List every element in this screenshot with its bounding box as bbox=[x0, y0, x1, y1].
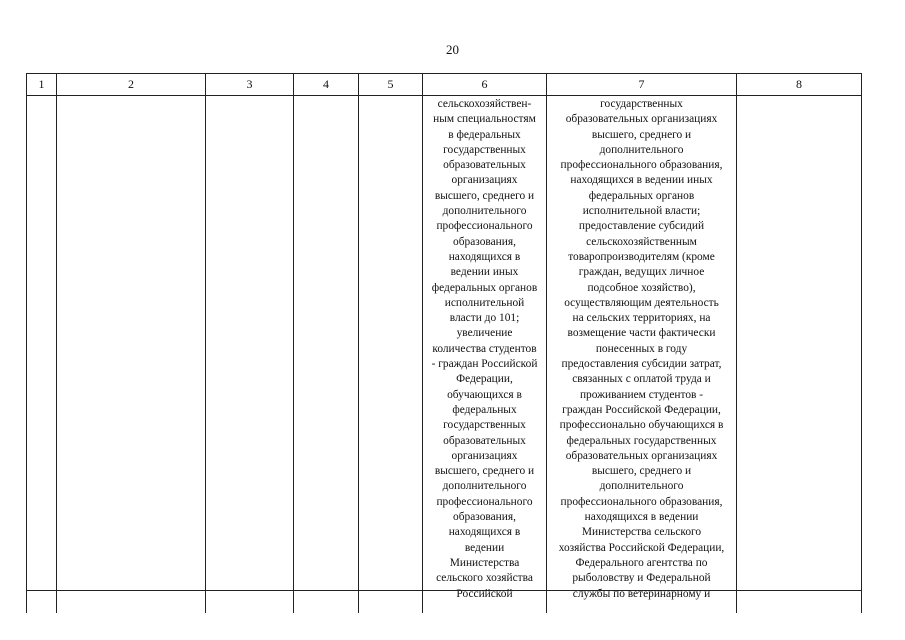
text-line: федеральных органов bbox=[588, 189, 695, 202]
table-bottom-border bbox=[26, 590, 861, 591]
column-header-1: 1 bbox=[27, 74, 57, 96]
text-line: находящихся в ведении bbox=[584, 511, 699, 524]
text-line: увеличение bbox=[456, 327, 513, 340]
document-table bbox=[26, 73, 862, 613]
text-line: дополнительного bbox=[599, 143, 684, 156]
text-line: образовательных организациях bbox=[565, 449, 718, 462]
text-line: федеральных государственных bbox=[566, 434, 717, 447]
text-line: Федерации, bbox=[456, 373, 513, 386]
text-line: профессионально обучающихся в bbox=[559, 419, 724, 432]
text-line: образовательных bbox=[443, 434, 526, 447]
page-number: 20 bbox=[446, 42, 459, 57]
text-line: сельскохозяйствен- bbox=[437, 98, 532, 110]
text-line: понесенных в году bbox=[595, 342, 688, 355]
column-header-3: 3 bbox=[206, 74, 294, 96]
text-line: Российской bbox=[456, 587, 513, 600]
cell-col-6 bbox=[423, 96, 547, 614]
text-line: государственных bbox=[600, 98, 683, 110]
text-line: рыболовству и Федеральной bbox=[572, 572, 711, 585]
text-line: сельскохозяйственным bbox=[586, 235, 697, 248]
text-line: сельского хозяйства bbox=[436, 572, 533, 585]
cell-col-3 bbox=[206, 96, 294, 614]
text-line: высшего, среднего и bbox=[591, 465, 692, 478]
text-line: проживанием студентов - bbox=[579, 388, 704, 401]
column-header-6: 6 bbox=[423, 74, 547, 96]
cell-col-7 bbox=[547, 96, 737, 614]
text-line: хозяйства Российской Федерации, bbox=[558, 541, 725, 554]
header-row bbox=[27, 74, 862, 96]
cell-col-1 bbox=[27, 96, 57, 614]
column-header-8: 8 bbox=[737, 74, 862, 96]
text-line: власти до 101; bbox=[449, 312, 520, 325]
text-line: дополнительного bbox=[442, 480, 527, 493]
text-line: находящихся в bbox=[448, 250, 521, 263]
column-6-text bbox=[423, 96, 546, 602]
text-line: профессионального образования, bbox=[560, 159, 723, 172]
text-line: государственных bbox=[443, 419, 526, 432]
text-line: организациях bbox=[451, 174, 518, 187]
cell-col-2 bbox=[57, 96, 206, 614]
text-line: - граждан Российской bbox=[431, 358, 538, 371]
column-header-7: 7 bbox=[547, 74, 737, 96]
cell-col-8 bbox=[737, 96, 862, 614]
text-line: ным специальностям bbox=[433, 113, 536, 126]
text-line: организациях bbox=[451, 449, 518, 462]
text-line: осуществляющим деятельность bbox=[564, 296, 719, 309]
cell-col-4 bbox=[294, 96, 359, 614]
text-line: образования, bbox=[453, 511, 516, 524]
text-line: высшего, среднего и bbox=[434, 189, 535, 202]
text-line: образовательных bbox=[443, 159, 526, 172]
table-row bbox=[27, 96, 862, 614]
text-line: Федерального агентства по bbox=[575, 556, 708, 569]
text-line: образовательных организациях bbox=[565, 113, 718, 126]
text-line: профессионального bbox=[436, 220, 533, 233]
text-line: высшего, среднего и bbox=[591, 128, 692, 141]
text-line: предоставления субсидии затрат, bbox=[561, 358, 722, 371]
column-header-5: 5 bbox=[359, 74, 423, 96]
text-line: образования, bbox=[453, 235, 516, 248]
text-line: исполнительной власти; bbox=[582, 205, 701, 218]
text-line: Министерства bbox=[449, 556, 520, 569]
text-line: высшего, среднего и bbox=[434, 465, 535, 478]
text-line: ведении иных bbox=[450, 266, 519, 279]
text-line: предоставление субсидий bbox=[578, 220, 705, 233]
text-line: связанных с оплатой труда и bbox=[572, 373, 711, 386]
text-line: исполнительной bbox=[444, 296, 525, 309]
text-line: возмещение части фактически bbox=[567, 327, 716, 340]
text-line: граждан, ведущих личное bbox=[578, 266, 705, 279]
text-line: находящихся в ведении иных bbox=[570, 174, 713, 187]
text-line: ведении bbox=[464, 541, 505, 554]
text-line: граждан Российской Федерации, bbox=[562, 403, 721, 416]
text-line: дополнительного bbox=[599, 480, 684, 493]
column-header-2: 2 bbox=[57, 74, 206, 96]
cell-col-5 bbox=[359, 96, 423, 614]
text-line: обучающихся в bbox=[447, 388, 522, 401]
text-line: в федеральных bbox=[448, 128, 521, 141]
text-line: дополнительного bbox=[442, 205, 527, 218]
column-7-text bbox=[547, 96, 736, 602]
text-line: федеральных органов bbox=[431, 281, 538, 294]
column-header-4: 4 bbox=[294, 74, 359, 96]
text-line: службы по ветеринарному и bbox=[572, 587, 711, 600]
text-line: количества студентов bbox=[432, 342, 537, 355]
text-line: на сельских территориях, на bbox=[572, 312, 711, 325]
text-line: государственных bbox=[443, 143, 526, 156]
text-line: федеральных bbox=[452, 403, 517, 416]
text-line: подсобное хозяйство), bbox=[587, 281, 696, 294]
text-line: профессионального bbox=[436, 495, 533, 508]
text-line: товаропроизводителям (кроме bbox=[568, 250, 715, 263]
text-line: Министерства сельского bbox=[581, 526, 702, 539]
text-line: находящихся в bbox=[448, 526, 521, 539]
text-line: профессионального образования, bbox=[560, 495, 723, 508]
